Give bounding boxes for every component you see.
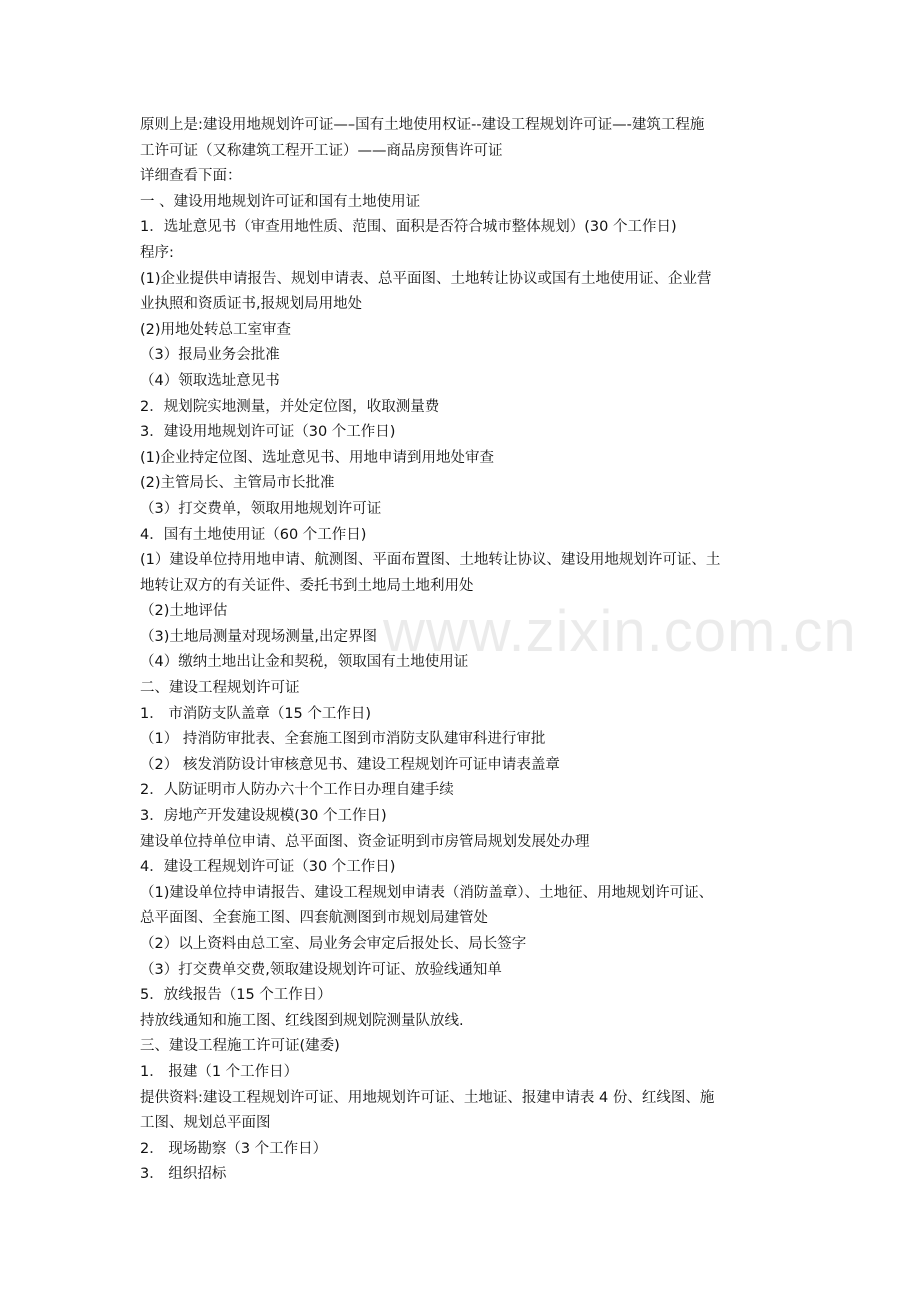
text-line: 1．选址意见书（审查用地性质、范围、面积是否符合城市整体规划）(30 个工作日) bbox=[140, 219, 677, 236]
text-line: (1）建设单位持用地申请、航测图、平面布置图、土地转让协议、建设用地规划许可证、土 bbox=[140, 552, 721, 569]
text-line: 地转让双方的有关证件、委托书到土地局土地利用处 bbox=[140, 577, 474, 594]
text-line: 详细查看下面： bbox=[140, 168, 242, 185]
text-line: (1)企业持定位图、选址意见书、用地申请到用地处审查 bbox=[140, 449, 495, 466]
text-line: 程序: bbox=[140, 244, 174, 261]
text-line: 原则上是:建设用地规划许可证—–国有土地使用权证--建设工程规划许可证—-建筑工程施 bbox=[140, 117, 705, 133]
text-line: 3．房地产开发建设规模(30 个工作日) bbox=[140, 808, 387, 825]
text-line: 3．建设用地规划许可证（30 个工作日) bbox=[140, 424, 396, 441]
text-line: （3）打交费单交费,领取建设规划许可证、放验线通知单 bbox=[140, 961, 502, 978]
text-line: 2．规划院实地测量，并处定位图，收取测量费 bbox=[140, 398, 440, 415]
text-line: （3)土地局测量对现场测量,出定界图 bbox=[140, 628, 377, 645]
document-body bbox=[140, 113, 790, 1188]
text-line: (1)企业提供申请报告、规划申请表、总平面图、土地转让协议或国有土地使用证、企业营 bbox=[140, 270, 712, 287]
section-heading: 二、建设工程规划许可证 bbox=[140, 680, 300, 697]
text-line: （4）缴纳土地出让金和契税，领取国有土地使用证 bbox=[140, 654, 469, 671]
text-line: （3）打交费单，领取用地规划许可证 bbox=[140, 500, 382, 517]
text-line: (2)主管局长、主管局市长批准 bbox=[140, 475, 335, 492]
text-line: 4．建设工程规划许可证（30 个工作日) bbox=[140, 859, 396, 876]
text-line: 2．人防证明市人防办六十个工作日办理自建手续 bbox=[140, 782, 454, 799]
section-heading: 三、建设工程施工许可证(建委) bbox=[140, 1038, 340, 1055]
watermark: www.zixin.com.cn bbox=[383, 599, 857, 664]
text-line: 1． 市消防支队盖章（15 个工作日) bbox=[140, 705, 372, 722]
text-line: 总平面图、全套施工图、四套航测图到市规划局建管处 bbox=[140, 910, 488, 927]
text-line: 4．国有土地使用证（60 个工作日) bbox=[140, 526, 367, 543]
text-line: (2)用地处转总工室审查 bbox=[140, 321, 292, 338]
text-line: （1） 持消防审批表、全套施工图到市消防支队建审科进行审批 bbox=[140, 731, 546, 748]
text-line: 2． 现场勘察（3 个工作日） bbox=[140, 1140, 328, 1157]
text-line: 工许可证（又称建筑工程开工证）——商品房预售许可证 bbox=[140, 142, 503, 159]
text-line: （3）报局业务会批准 bbox=[140, 347, 280, 364]
text-line: 1． 报建（1 个工作日） bbox=[140, 1063, 299, 1080]
text-line: 持放线通知和施工图、红线图到规划院测量队放线. bbox=[140, 1012, 464, 1029]
text-line: 工图、规划总平面图 bbox=[140, 1115, 271, 1132]
text-line: （2） 核发消防设计审核意见书、建设工程规划许可证申请表盖章 bbox=[140, 756, 560, 773]
text-line: （2)土地评估 bbox=[140, 603, 228, 620]
text-line: （2）以上资料由总工室、局业务会审定后报处长、局长签字 bbox=[140, 936, 527, 952]
text-line: 业执照和资质证书,报规划局用地处 bbox=[140, 296, 363, 313]
text-line: （1)建设单位持申请报告、建设工程规划申请表（消防盖章）、土地征、用地规划许可证、 bbox=[140, 884, 714, 901]
text-line: 5．放线报告（15 个工作日） bbox=[140, 987, 332, 1004]
text-line: 提供资料:建设工程规划许可证、用地规划许可证、土地证、报建申请表 4 份、红线图、施 bbox=[140, 1089, 715, 1106]
section-heading: 一 、建设用地规划许可证和国有土地使用证 bbox=[140, 193, 421, 210]
text-line: 建设单位持单位申请、总平面图、资金证明到市房管局规划发展处办理 bbox=[140, 833, 590, 850]
text-line: 3． 组织招标 bbox=[140, 1166, 227, 1183]
text-line: （4）领取选址意见书 bbox=[140, 372, 280, 389]
